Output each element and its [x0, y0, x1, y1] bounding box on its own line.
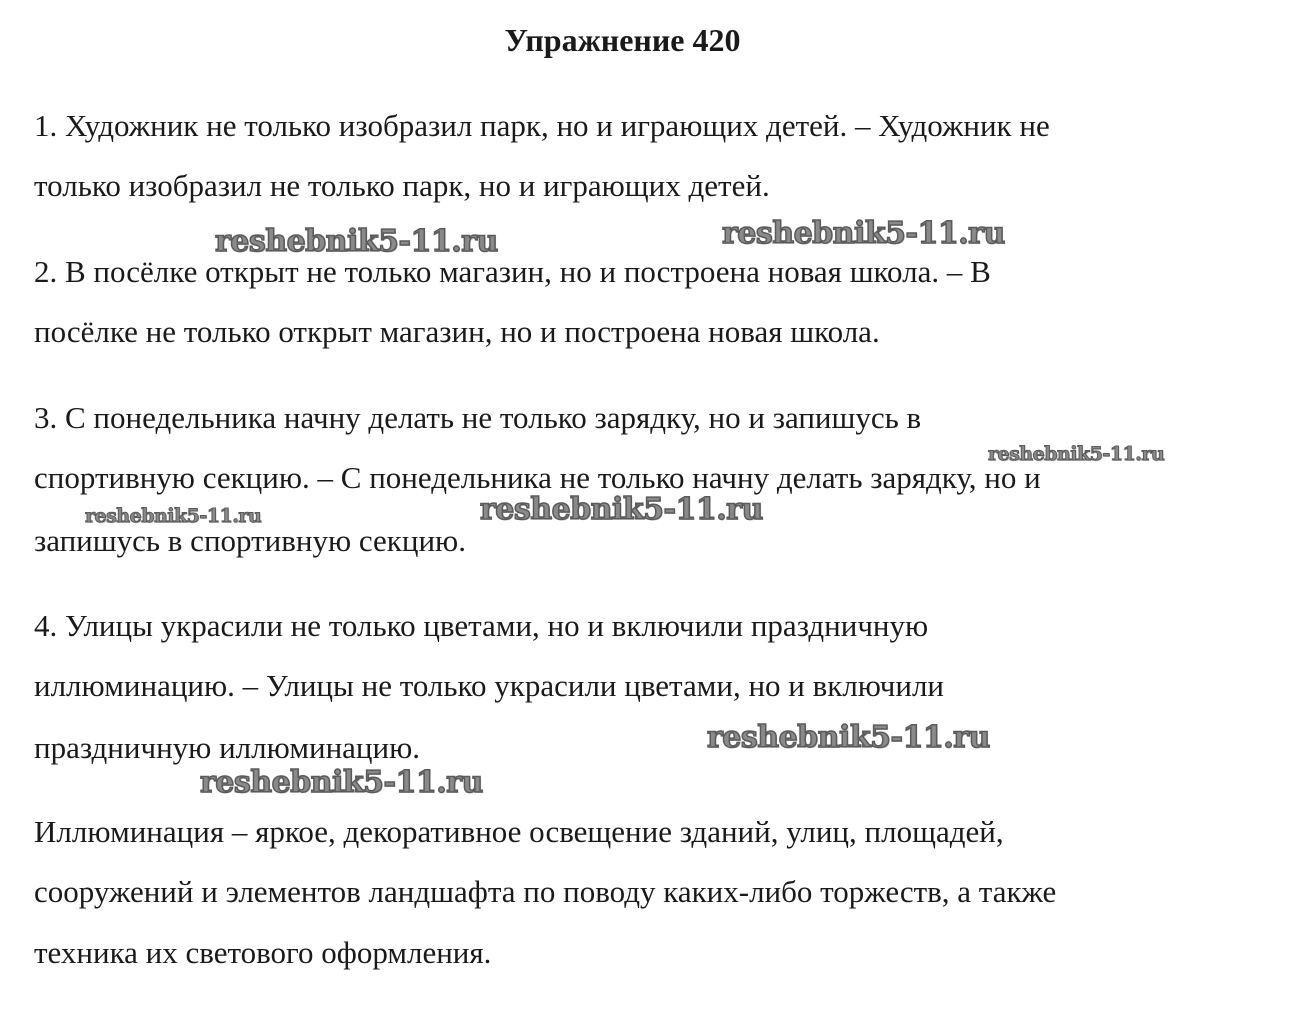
watermark: reshebnik5-11.ru — [722, 216, 1005, 251]
text-line: 1. Художник не только изобразил парк, но и играющих детей. – Художник не — [34, 108, 1050, 143]
watermark: reshebnik5-11.ru — [85, 505, 262, 527]
text-line: Иллюминация – яркое, декоративное освещение зданий, улиц, площадей, — [34, 814, 1004, 849]
text-line: 2. В посёлке открыт не только магазин, но и построена новая школа. – В — [34, 254, 991, 289]
watermark: reshebnik5-11.ru — [480, 492, 763, 527]
watermark: reshebnik5-11.ru — [200, 765, 483, 800]
text-line: только изобразил не только парк, но и играющих детей. — [34, 168, 770, 203]
text-line: сооружений и элементов ландшафта по поводу каких-либо торжеств, а также — [34, 874, 1057, 909]
watermark: reshebnik5-11.ru — [215, 224, 498, 259]
text-line: спортивную секцию. – С понедельника не только начну делать зарядку, но и — [34, 460, 1041, 495]
text-line: 3. С понедельника начну делать не только зарядку, но и запишусь в — [34, 400, 922, 435]
text-line: праздничную иллюминацию. — [34, 730, 421, 765]
watermark: reshebnik5-11.ru — [707, 720, 990, 755]
watermark: reshebnik5-11.ru — [988, 443, 1165, 465]
text-line: 4. Улицы украсили не только цветами, но и включили праздничную — [34, 608, 929, 643]
text-line: посёлке не только открыт магазин, но и построена новая школа. — [34, 314, 880, 349]
text-line: техника их светового оформления. — [34, 935, 492, 970]
page-title: Упражнение 420 — [504, 22, 741, 58]
text-line: иллюминацию. – Улицы не только украсили цветами, но и включили — [34, 668, 945, 703]
text-line: запишусь в спортивную секцию. — [34, 523, 466, 558]
